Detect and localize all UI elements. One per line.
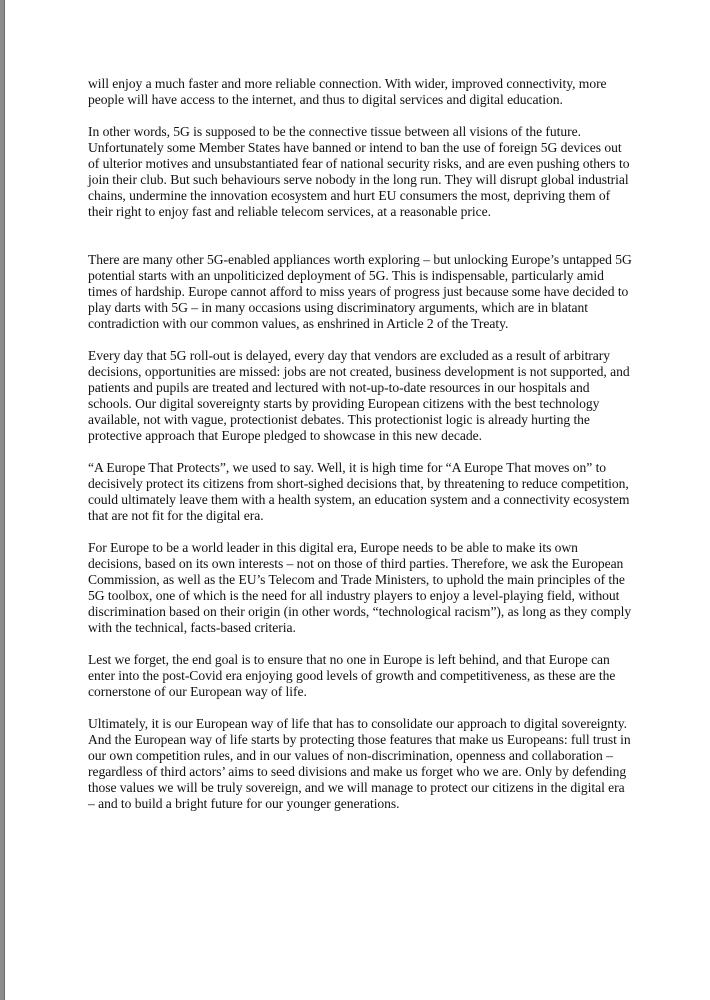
- paragraph-connective-tissue: In other words, 5G is supposed to be the connective tissue between all visions of the future. Unfortunately some Member States have banned or intend to ban the use of foreign 5G devices out of ulterior motives and unsubstantiated fear of national security risks, and are even pushing others to join their club. But such behaviours serve nobody in the long run. They will disrupt global industrial chains, undermine the innovation ecosystem and hurt EU consumers the most, depriving them of their right to enjoy fast and reliable telecom services, at a reasonable price.: [88, 124, 630, 219]
- paragraph-connectivity: will enjoy a much faster and more reliable connection. With wider, improved connectivity, more people will have access to the internet, and thus to digital services and digital education.: [88, 76, 607, 107]
- paragraph-europe-that-protects: “A Europe That Protects”, we used to say. Well, it is high time for “A Europe That moves on” to decisively protect its citizens from short-sighed decisions that, by threatening to reduce competition, could ultimately leave them with a health system, an education system and a connectivity ecosystem that are not fit for the digital era.: [88, 460, 630, 523]
- paragraph-rollout-delayed: Every day that 5G roll-out is delayed, every day that vendors are excluded as a result of arbitrary decisions, opportunities are missed: jobs are not created, business development is not supported, and patients and pupils are treated and lectured with not-up-to-date resources in our hospitals and schools. Our digital sovereignty starts by providing European citizens with the best technology available, not with vague, protectionist debates. This protectionist logic is already hurting the protective approach that Europe pledged to showcase in this new decade.: [88, 348, 630, 443]
- paragraph-lest-we-forget: Lest we forget, the end goal is to ensure that no one in Europe is left behind, and that Europe can enter into the post-Covid era enjoying good levels of growth and competitiveness, as these are the cornerstone of our European way of life.: [88, 652, 616, 699]
- paragraph-world-leader: For Europe to be a world leader in this digital era, Europe needs to be able to make its own decisions, based on its own interests – not on those of third parties. Therefore, we ask the European Commission, as well as the EU’s Telecom and Trade Ministers, to uphold the main principles of the 5G toolbox, one of which is the need for all industry players to enjoy a level-playing field, without discrimination based on their origin (in other words, “technological racism”), as long as they comply with the technical, facts-based criteria.: [88, 540, 632, 635]
- paragraph-european-way-of-life: Ultimately, it is our European way of life that has to consolidate our approach to digital sovereignty. And the European way of life starts by protecting those features that make us Europeans: full trust in our own competition rules, and in our values of non-discrimination, openness and collaboration – regardless of third actors’ aims to seed divisions and make us forget who we are. Only by defending those values we will be truly sovereign, and we will manage to protect our citizens in the digital era – and to build a bright future for our younger generations.: [88, 716, 631, 811]
- paragraph-unpoliticized-deployment: There are many other 5G-enabled appliances worth exploring – but unlocking Europe’s untapped 5G potential starts with an unpoliticized deployment of 5G. This is indispensable, particularly amid times of hardship. Europe cannot afford to miss years of progress just because some have decided to play darts with 5G – in many occasions using discriminatory arguments, which are in blatant contradiction with our common values, as enshrined in Article 2 of the Treaty.: [88, 252, 632, 331]
- document-page: [4, 0, 710, 1000]
- document-body: [88, 76, 633, 828]
